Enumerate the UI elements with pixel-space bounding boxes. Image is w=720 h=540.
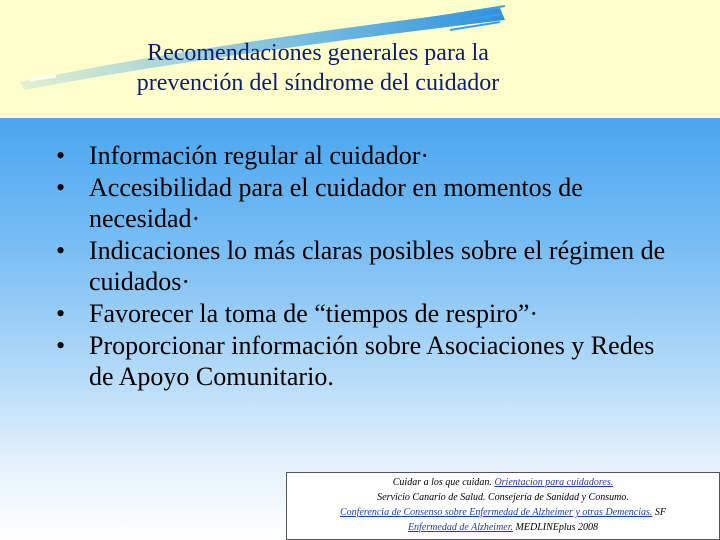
bullet-icon: • bbox=[56, 299, 66, 328]
slide-title bbox=[58, 38, 578, 98]
bullet-icon: • bbox=[56, 236, 66, 265]
citation-line-2: Servicio Canario de Salud. Consejería de Sanidad y Consumo. bbox=[377, 492, 629, 503]
bullet-text: Favorecer la toma de “tiempos de respiro”· bbox=[89, 299, 539, 328]
citation-link-alzheimer[interactable]: Enfermedad de Alzheimer. bbox=[407, 522, 514, 533]
bullet-icon: • bbox=[56, 141, 66, 170]
bullet-text: Indicaciones lo más claras posibles sobre el régimen de cuidados· bbox=[89, 236, 666, 296]
bullet-icon: • bbox=[56, 173, 66, 202]
citation-line-4 bbox=[287, 520, 719, 535]
bullet-item bbox=[56, 235, 676, 297]
citation-text: MEDLINEplus 2008 bbox=[513, 522, 599, 533]
bullet-item bbox=[56, 140, 676, 171]
bullet-item bbox=[56, 172, 676, 234]
citation-line-3 bbox=[287, 505, 719, 520]
bullet-icon: • bbox=[56, 331, 66, 360]
citation-box bbox=[286, 472, 720, 540]
bullet-text: Accesibilidad para el cuidador en momentos de necesidad· bbox=[89, 173, 583, 233]
title-line-1: Recomendaciones generales para la bbox=[147, 40, 489, 66]
citation-text: SF bbox=[652, 507, 666, 518]
bullet-item bbox=[56, 330, 676, 392]
citation-text: Cuidar a los que cuidan. bbox=[392, 477, 495, 488]
citation-link-orientacion[interactable]: Orientacion para cuidadores. bbox=[494, 477, 614, 488]
bullet-text: Proporcionar información sobre Asociaciones y Redes de Apoyo Comunitario. bbox=[89, 331, 655, 391]
title-line-2: prevención del síndrome del cuidador bbox=[136, 70, 500, 96]
bullet-item bbox=[56, 298, 676, 329]
bullet-list bbox=[56, 140, 676, 393]
citation-line-1 bbox=[287, 475, 719, 490]
citation-link-conferencia[interactable]: Conferencia de Consenso sobre Enfermedad de Alzheimer y otras Demencias. bbox=[340, 507, 653, 518]
bullet-text: Información regular al cuidador· bbox=[89, 141, 430, 170]
